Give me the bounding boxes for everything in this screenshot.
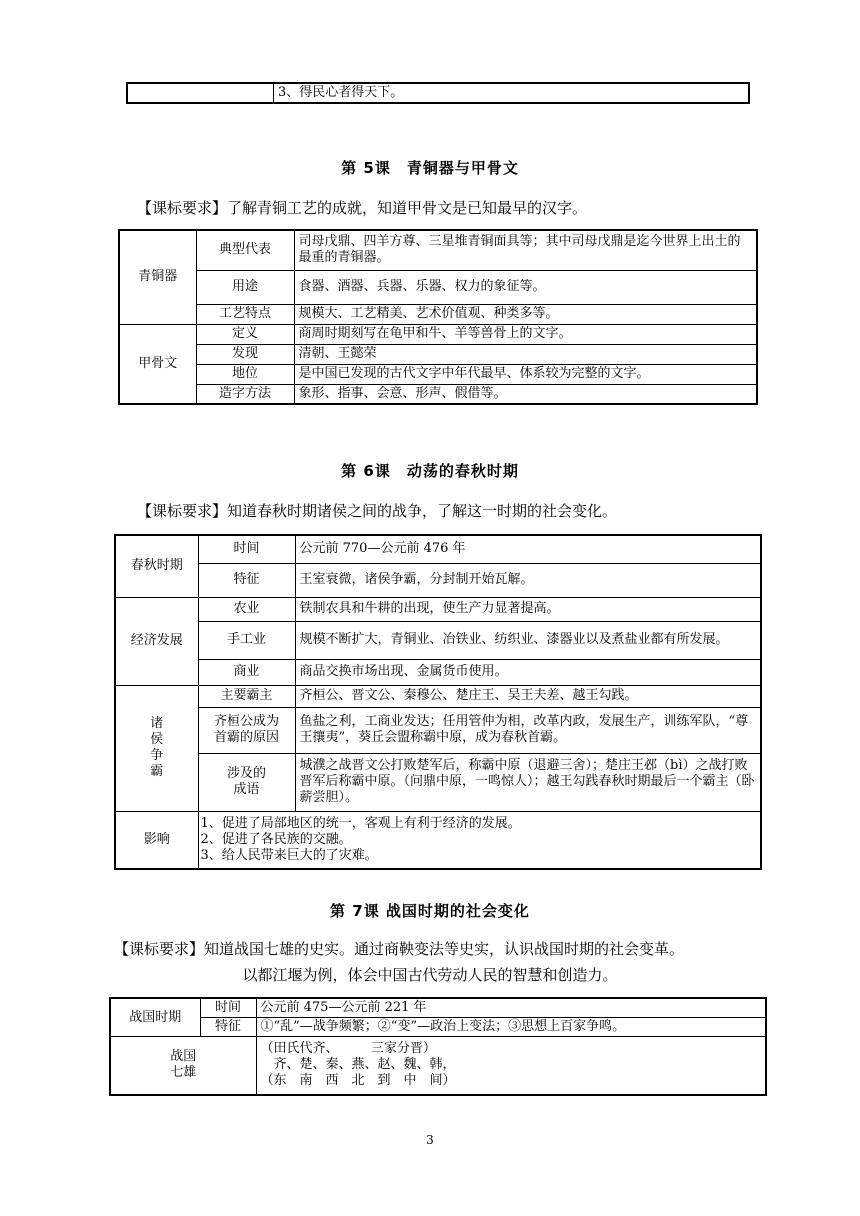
bronze-label: 青铜器 xyxy=(119,230,196,324)
impact-line: 3、给人民带来巨大的了灾难。 xyxy=(200,847,378,863)
hegemony-value: 鱼盐之利，工商业发达；任用管仲为相，改革内政，发展生产，训练军队，“尊王攘夷”，葵丘会盟称霸中原，成为春秋首霸。 xyxy=(295,707,761,753)
feature-key: 特征 xyxy=(200,1018,256,1037)
lesson5-table xyxy=(118,229,758,405)
lesson5-requirement: 【课标要求】了解青铜工艺的成就，知道甲骨文是已知最早的汉字。 xyxy=(137,199,588,217)
lesson5-title: 第 5课 青铜器与甲骨文 xyxy=(341,159,519,177)
bronze-value: 规模大、工艺精美、艺术价值观、种类多等。 xyxy=(294,304,757,324)
lesson7-requirement-line2: 以都江堰为例，体会中国古代劳动人民的智慧和创造力。 xyxy=(242,966,618,984)
oracle-key: 发现 xyxy=(196,344,294,364)
lesson6-table xyxy=(114,534,762,870)
oracle-value: 象形、指事、会意、形声、假借等。 xyxy=(294,384,757,404)
impact-label: 影响 xyxy=(115,811,198,869)
time-key: 时间 xyxy=(200,998,256,1018)
lesson7-title: 第 7课 战国时期的社会变化 xyxy=(330,902,530,920)
seven-states-line: （田氏代齐、 三家分晋） xyxy=(260,1041,437,1057)
oracle-key: 造字方法 xyxy=(196,384,294,404)
economy-value: 商品交换市场出现、金属货币使用。 xyxy=(295,659,761,685)
economy-value: 规模不断扩大，青铜业、冶铁业、纺织业、漆器业以及煮盐业都有所发展。 xyxy=(295,621,761,659)
lesson7-requirement: 【课标要求】知道战国七雄的史实。通过商鞅变法等史实，认识战国时期的社会变革。 xyxy=(114,940,685,958)
hegemony-key: 主要霸主 xyxy=(198,685,295,707)
top-table xyxy=(126,82,750,104)
economy-key: 商业 xyxy=(198,659,295,685)
warring-label: 战国时期 xyxy=(110,998,200,1037)
oracle-key: 定义 xyxy=(196,324,294,344)
impact-value xyxy=(198,811,761,869)
seven-states-line: （东 南 西 北 到 中 间） xyxy=(260,1073,456,1089)
time-value: 公元前 770—公元前 476 年 xyxy=(295,535,761,563)
economy-key: 农业 xyxy=(198,597,295,621)
oracle-key: 地位 xyxy=(196,364,294,384)
lesson7-table xyxy=(109,997,767,1096)
bronze-value: 食器、酒器、兵器、乐器、权力的象征等。 xyxy=(294,270,757,304)
oracle-value: 商周时期刻写在龟甲和牛、羊等兽骨上的文字。 xyxy=(294,324,757,344)
economy-label: 经济发展 xyxy=(115,597,198,685)
time-key: 时间 xyxy=(198,535,295,563)
time-value: 公元前 475—公元前 221 年 xyxy=(256,998,766,1018)
feature-key: 特征 xyxy=(198,563,295,597)
feature-value: 王室衰微，诸侯争霸，分封制开始瓦解。 xyxy=(295,563,761,597)
economy-value: 铁制农具和牛耕的出现，使生产力显著提高。 xyxy=(295,597,761,621)
oracle-label: 甲骨文 xyxy=(119,324,196,404)
impact-line: 1、促进了局部地区的统一，客观上有利于经济的发展。 xyxy=(200,815,521,831)
hegemony-key: 齐桓公成为 首霸的原因 xyxy=(198,707,295,753)
bronze-key: 用途 xyxy=(196,270,294,304)
spring-autumn-label: 春秋时期 xyxy=(115,535,198,597)
oracle-value: 清朝、王懿荣 xyxy=(294,344,757,364)
top-table-empty-cell xyxy=(127,83,274,103)
seven-states-label: 战国 七雄 xyxy=(110,1037,256,1095)
hegemony-label: 诸 侯 争 霸 xyxy=(115,685,198,811)
hegemony-value: 城濮之战晋文公打败楚军后，称霸中原（退避三舍）；楚庄王邲（bì）之战打败晋军后称霸中原。（问鼎中原，一鸣惊人）；越王勾践春秋时期最后一个霸主（卧薪尝胆）。 xyxy=(295,753,761,811)
impact-line: 2、促进了各民族的交融。 xyxy=(200,831,352,847)
seven-states-line: 齐、楚、秦、燕、赵、魏、韩， xyxy=(260,1057,456,1073)
top-table-cell: 3、得民心者得天下。 xyxy=(274,83,750,103)
hegemony-value: 齐桓公、晋文公、秦穆公、楚庄王、吴王夫差、越王勾践。 xyxy=(295,685,761,707)
bronze-value: 司母戊鼎、四羊方尊、三星堆青铜面具等；其中司母戊鼎是迄今世界上出土的最重的青铜器。 xyxy=(294,230,757,270)
lesson6-requirement: 【课标要求】知道春秋时期诸侯之间的战争，了解这一时期的社会变化。 xyxy=(137,502,618,520)
economy-key: 手工业 xyxy=(198,621,295,659)
bronze-key: 典型代表 xyxy=(196,230,294,270)
feature-value: ①“乱”—战争频繁；②“变”—政治上变法；③思想上百家争鸣。 xyxy=(256,1018,766,1037)
hegemony-key: 涉及的 成语 xyxy=(198,753,295,811)
oracle-value: 是中国已发现的古代文字中年代最早、体系较为完整的文字。 xyxy=(294,364,757,384)
page-number: 3 xyxy=(426,1133,434,1147)
bronze-key: 工艺特点 xyxy=(196,304,294,324)
seven-states-content xyxy=(256,1037,766,1095)
lesson6-title: 第 6课 动荡的春秋时期 xyxy=(341,462,519,480)
